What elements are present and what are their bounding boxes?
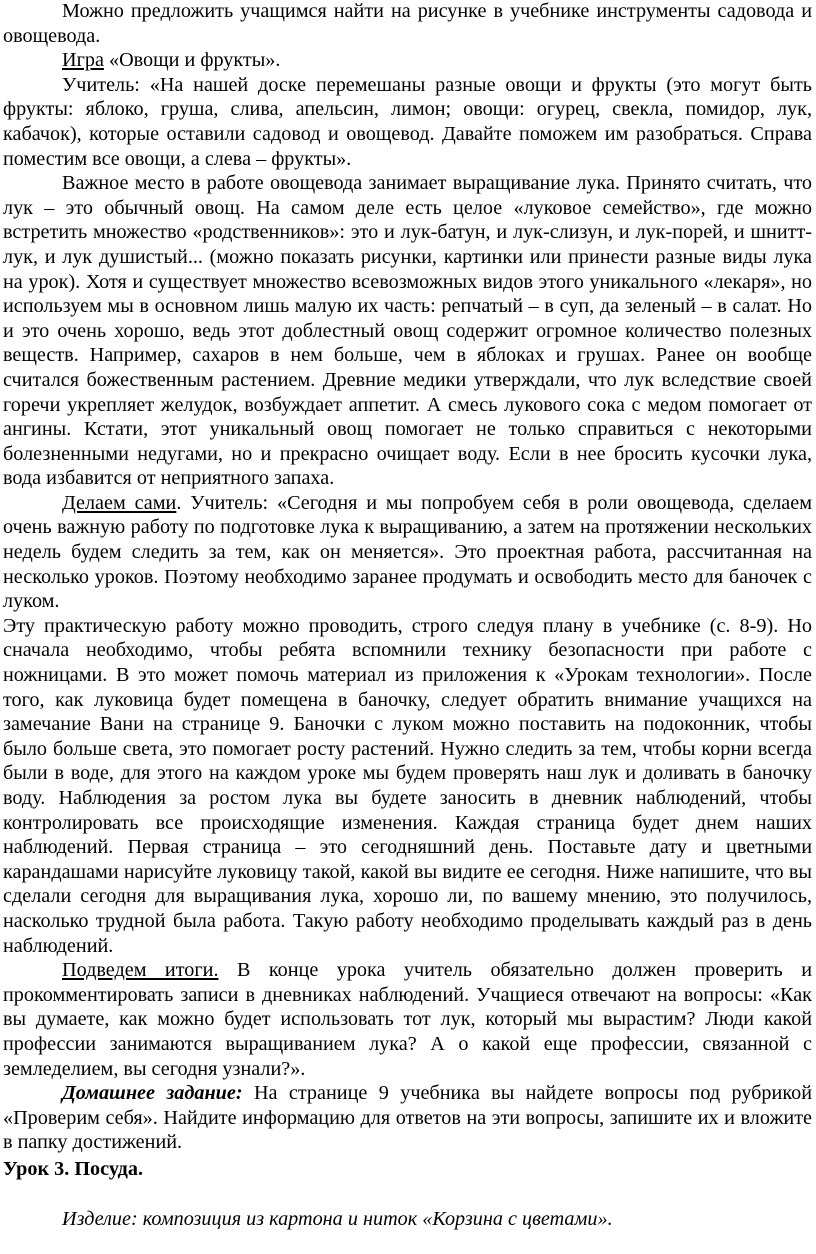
do-it-yourself-label: Делаем сами [62,491,177,514]
product-line: Изделие: композиция из картона и ниток «Корзина с цветами». [62,1208,613,1230]
body-text [3,0,812,1155]
paragraph-practical-work: Эту практическую работу можно проводить, строго следуя плану в учебнике (с. 8-9). Но сначала необходимо, чтобы ребята вспомнили технику безопасности при работе с ножницами. В это может помочь материал из приложения к «Урокам технологии». После того, как луковица будет помещена в баночку, следует обратить внимание учащихся на замечание Вани на странице 9. Баночки с луком можно поставить на подоконник, чтобы было больше света, это помогает росту растений. Нужно следить за тем, чтобы корни всегда были в воде, для этого на каждом уроке мы будем проверять наш лук и доливать в баночку воду. Наблюдения за ростом лука вы будете заносить в дневник наблюдений, чтобы контролировать все происходящие изменения. Каждая страница будет днем наших наблюдений. Первая страница – это сегодняшний день. Поставьте дату и цветными карандашами нарисуйте луковицу такой, какой вы видите ее сегодня. Ниже напишите, что вы сделали сегодня для выращивания лука, хорошо ли, по вашему мнению, это получилось, насколько трудной была работа. Такую работу необходимо проделывать каждый раз в день наблюдений. [3,614,812,957]
game-label: Игра [62,49,104,72]
paragraph-game: Игра «Овощи и фрукты». [62,49,281,72]
homework-label: Домашнее задание: [62,1082,243,1105]
lesson-heading: Урок 3. Посуда. [3,1158,144,1180]
paragraph-summary: Подведем итоги. В конце урока учитель обязательно должен проверить и прокомментировать записи в дневниках наблюдений. Учащиеся отвечают на вопросы: «Как вы думаете, как можно будет использовать тот лук, который мы вырастим? Люди какой профессии занимаются выращиванием лука? А о какой еще профессии, связанной с земледелием, вы сегодня узнали?». [3,959,812,1080]
summary-label: Подведем итоги. [62,959,219,982]
paragraph-teacher-vegetables: Учитель: «На нашей доске перемешаны разные овощи и фрукты (это могут быть фрукты: яблоко, груша, слива, апельсин, лимон; овощи: огурец, свекла, помидор, лук, кабачок), которые оставили садовод и овощевод. Давайте поможем им разобраться. Справа поместим все овощи, а слева – фрукты». [3,73,812,170]
paragraph-do-it-yourself: Делаем сами. Учитель: «Сегодня и мы попробуем себя в роли овощевода, сделаем очень важную работу по подготовке лука к выращиванию, а затем на протяжении нескольких недель будем следить за тем, как он меняется». Это проектная работа, рассчитанная на несколько уроков. Поэтому необходимо заранее продумать и освободить место для баночек с луком. [3,491,812,613]
paragraph-onion: Важное место в работе овощевода занимает выращивание лука. Принято считать, что лук – это обычный овощ. На самом деле есть целое «луковое семейство», где можно встретить множество «родственников»: это и лук-батун, и лук-слизун, и лук-порей, и шнитт-лук, и лук душистый... (можно показать рисунки, картинки или принести разные виды лука на урок). Хотя и существует множество всевозможных видов этого уникального «лекаря», но используем мы в основном лишь малую их часть: репчатый – в суп, да зеленый – в салат. Но и это очень хорошо, ведь этот доблестный овощ содержит огромное количество полезных веществ. Например, сахаров в нем больше, чем в яблоках и грушах. Ранее он вообще считался божественным растением. Древние медики утверждали, что лук вследствие своей горечи укрепляет желудок, возбуждает аппетит. А смесь лукового сока с медом помогает от ангины. Кстати, этот уникальный овощ помогает не только справиться с некоторыми болезненными недугами, но и прекрасно очищает воду. Если в нее бросить кусочки лука, вода избавится от неприятного запаха. [3,172,812,490]
paragraph-intro: Можно предложить учащимся найти на рисунке в учебнике инструменты садовода и овощевода. [3,0,812,47]
paragraph-homework: Домашнее задание: На странице 9 учебника вы найдете вопросы под рубрикой «Проверим себя». Найдите информацию для ответов на эти вопросы, запишите их и вложите в папку достижений. [3,1082,812,1154]
